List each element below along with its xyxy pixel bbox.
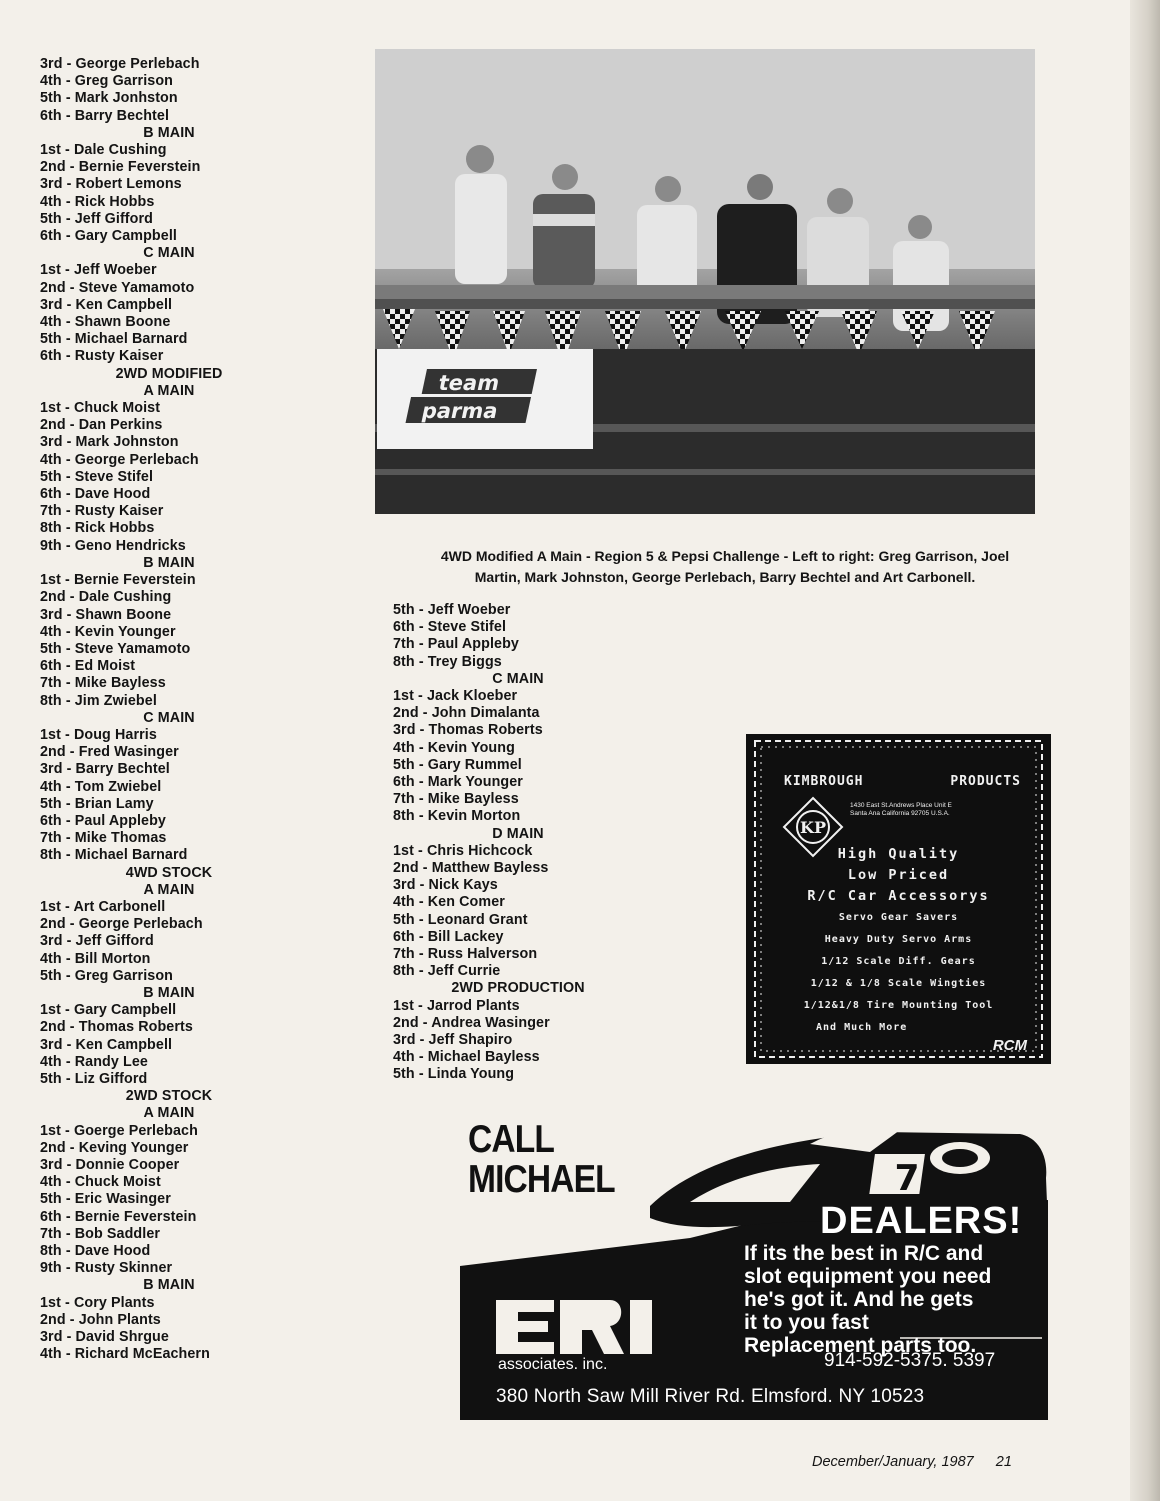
section-heading: C MAIN (143, 245, 195, 262)
dealers-headline: DEALERS! (820, 1200, 1023, 1242)
result-line: 1st - Cory Plants (40, 1294, 155, 1311)
page-edge (1130, 0, 1160, 1501)
headline-accessories: R/C Car Accessorys (807, 888, 990, 904)
headline-price: Low Priced (847, 867, 950, 883)
result-line: 3rd - Robert Lemons (40, 176, 182, 193)
result-line: 8th - Jeff Currie (393, 963, 501, 980)
result-line: 9th - Rusty Skinner (40, 1260, 173, 1277)
result-line: 3rd - Barry Bechtel (40, 761, 170, 778)
call-text: CALL (468, 1118, 554, 1161)
section-heading: B MAIN (143, 984, 195, 1001)
result-line: 2nd - Keving Younger (40, 1139, 189, 1156)
product-item: 1/12&1/8 Tire Mounting Tool (803, 1000, 994, 1011)
result-line: 9th - Geno Hendricks (40, 537, 186, 554)
result-line: 2nd - George Perlebach (40, 916, 203, 933)
kimbrough-products-ad (746, 734, 1051, 1064)
section-heading: 2WD PRODUCTION (451, 980, 585, 997)
result-line: 6th - Barry Bechtel (40, 107, 170, 124)
address-line-1: 1430 East St.Andrews Place Unit E (850, 802, 952, 809)
result-line: 6th - Bernie Feverstein (40, 1208, 197, 1225)
result-line: 6th - Mark Younger (393, 774, 523, 791)
result-line: 4th - George Perlebach (40, 451, 199, 468)
sign-text-team: team (436, 371, 502, 396)
result-line: 2nd - Dan Perkins (40, 417, 163, 434)
result-line: 5th - Liz Gifford (40, 1070, 148, 1087)
result-line: 4th - Randy Lee (40, 1053, 148, 1070)
section-heading: C MAIN (143, 709, 195, 726)
photo-caption (380, 546, 1070, 588)
result-line: 8th - Trey Biggs (393, 653, 502, 670)
body-line: it to you fast (744, 1311, 869, 1334)
result-line: 6th - Steve Stifel (393, 619, 507, 636)
result-line: 3rd - Nick Kays (393, 877, 498, 894)
result-line: 4th - Kevin Younger (40, 623, 176, 640)
result-line: 3rd - Ken Campbell (40, 1036, 173, 1053)
result-line: 4th - Ken Comer (393, 894, 505, 911)
result-line: 6th - Bill Lackey (393, 928, 504, 945)
result-line: 2nd - Matthew Bayless (393, 860, 549, 877)
result-line: 5th - Jeff Woeber (393, 602, 511, 618)
result-line: 3rd - George Perlebach (40, 56, 200, 72)
michael-text: MICHAEL (468, 1158, 615, 1201)
result-line: 7th - Russ Halverson (393, 946, 538, 963)
caption-line-2: Martin, Mark Johnston, George Perlebach, Barry Bechtel and Art Carbonell. (474, 569, 976, 585)
result-line: 4th - Tom Zwiebel (40, 778, 162, 795)
result-line: 4th - Michael Bayless (393, 1049, 540, 1066)
caption-line-1: 4WD Modified A Main - Region 5 & Pepsi Challenge - Left to right: Greg Garrison, Joel (440, 548, 1010, 564)
result-line: 7th - Mike Thomas (40, 830, 167, 847)
results-left-column (40, 56, 298, 1363)
result-line: 3rd - Thomas Roberts (393, 722, 543, 739)
result-line: 2nd - Steve Yamamoto (40, 279, 195, 296)
brand-products: PRODUCTS (950, 774, 1021, 789)
result-line: 5th - Leonard Grant (393, 911, 528, 928)
section-heading: A MAIN (143, 881, 195, 898)
section-heading: B MAIN (143, 124, 195, 141)
eri-associates-ad (460, 1118, 1048, 1420)
body-line: slot equipment you need (744, 1265, 992, 1288)
result-line: 1st - Jeff Woeber (40, 262, 157, 279)
body-line: If its the best in R/C and (744, 1242, 984, 1265)
section-heading: B MAIN (143, 554, 195, 571)
result-line: 1st - Bernie Feverstein (40, 572, 196, 589)
result-line: 8th - Dave Hood (40, 1243, 151, 1260)
result-line: 5th - Jeff Gifford (40, 210, 153, 227)
product-item: 1/12 Scale Diff. Gears (821, 956, 976, 967)
result-line: 1st - Doug Harris (40, 726, 157, 743)
address-line-2: Santa Ana California 92705 U.S.A. (850, 810, 950, 817)
result-line: 3rd - Donnie Cooper (40, 1157, 180, 1173)
section-heading: A MAIN (143, 1105, 195, 1122)
eri-address: 380 North Saw Mill River Rd. Elmsford. NY 10523 (496, 1386, 925, 1407)
result-line: 4th - Rick Hobbs (40, 193, 155, 210)
result-line: 6th - Ed Moist (40, 658, 136, 675)
result-line: 7th - Paul Appleby (393, 636, 519, 653)
result-line: 5th - Greg Garrison (40, 967, 173, 984)
result-line: 2nd - Thomas Roberts (40, 1019, 193, 1036)
product-item: And Much More (816, 1022, 908, 1033)
result-line: 3rd - Shawn Boone (40, 606, 172, 623)
results-right-column (393, 602, 643, 1084)
product-item: Heavy Duty Servo Arms (824, 934, 973, 945)
result-line: 5th - Linda Young (393, 1066, 515, 1083)
result-line: 2nd - Fred Wasinger (40, 744, 179, 761)
result-line: 6th - Gary Campbell (40, 228, 177, 245)
section-heading: 2WD MODIFIED (115, 365, 223, 382)
headline-quality: High Quality (837, 846, 960, 862)
kimbrough-product-list (766, 844, 1031, 1039)
call-michael-headline (468, 1120, 615, 1200)
result-line: 1st - Chris Hichcock (393, 842, 533, 859)
rcm-badge: RCM (992, 1037, 1027, 1054)
section-heading: C MAIN (492, 670, 544, 687)
result-line: 2nd - Dale Cushing (40, 589, 172, 606)
section-heading: 4WD STOCK (125, 864, 213, 881)
kimbrough-address (850, 802, 952, 818)
result-line: 2nd - John Dimalanta (393, 705, 540, 722)
photo-illustration (375, 49, 1035, 514)
result-line: 5th - Mark Jonhston (40, 90, 178, 107)
result-line: 7th - Mike Bayless (393, 791, 519, 808)
eri-associates-text: associates. inc. (498, 1356, 608, 1373)
section-heading: A MAIN (143, 382, 195, 399)
result-line: 7th - Rusty Kaiser (40, 503, 164, 520)
kp-logo-letters: KP (800, 818, 826, 837)
brand-kimbrough: KIMBROUGH (784, 774, 864, 789)
result-line: 4th - Bill Morton (40, 950, 151, 967)
section-heading: D MAIN (492, 825, 544, 842)
result-line: 1st - Jarrod Plants (393, 997, 520, 1014)
result-line: 8th - Rick Hobbs (40, 520, 155, 537)
result-line: 8th - Michael Barnard (40, 847, 188, 864)
page-footer (812, 1454, 1012, 1470)
result-line: 1st - Art Carbonell (40, 898, 166, 915)
result-line: 5th - Brian Lamy (40, 795, 154, 812)
result-line: 6th - Dave Hood (40, 486, 151, 503)
result-line: 1st - Gary Campbell (40, 1002, 177, 1019)
result-line: 4th - Chuck Moist (40, 1174, 161, 1191)
result-line: 3rd - Jeff Gifford (40, 933, 154, 950)
race-photo (375, 49, 1035, 514)
result-line: 2nd - Andrea Wasinger (393, 1014, 550, 1031)
section-heading: 2WD STOCK (125, 1088, 213, 1105)
section-heading: B MAIN (143, 1277, 195, 1294)
product-item: 1/12 & 1/8 Scale Wingties (810, 978, 987, 989)
result-line: 6th - Paul Appleby (40, 812, 166, 829)
sign-text-parma: parma (419, 399, 501, 424)
result-line: 3rd - David Shrgue (40, 1329, 169, 1346)
result-line: 8th - Kevin Morton (393, 808, 521, 825)
eri-ad-body (744, 1242, 1044, 1357)
result-line: 5th - Gary Rummel (393, 756, 522, 773)
body-line: he's got it. And he gets (744, 1288, 974, 1311)
result-line: 1st - Dale Cushing (40, 142, 167, 159)
result-line: 4th - Kevin Young (393, 739, 515, 756)
result-line: 2nd - Bernie Feverstein (40, 159, 201, 176)
result-line: 5th - Steve Stifel (40, 468, 154, 485)
result-line: 7th - Bob Saddler (40, 1225, 161, 1242)
result-line: 1st - Jack Kloeber (393, 688, 518, 705)
result-line: 1st - Goerge Perlebach (40, 1122, 198, 1139)
result-line: 4th - Richard McEachern (40, 1346, 210, 1363)
result-line: 5th - Michael Barnard (40, 331, 188, 348)
result-line: 3rd - Jeff Shapiro (393, 1032, 513, 1049)
result-line: 3rd - Ken Campbell (40, 296, 173, 313)
body-line: Replacement parts too. (744, 1334, 977, 1357)
result-line: 8th - Jim Zwiebel (40, 692, 157, 709)
result-line: 3rd - Mark Johnston (40, 434, 179, 451)
product-item: Servo Gear Savers (838, 912, 959, 923)
result-line: 7th - Mike Bayless (40, 675, 166, 692)
result-line: 4th - Greg Garrison (40, 73, 173, 90)
car-number: 7 (894, 1158, 920, 1199)
result-line: 5th - Eric Wasinger (40, 1191, 171, 1208)
result-line: 1st - Chuck Moist (40, 400, 161, 417)
issue-date: December/January, 1987 (812, 1454, 974, 1470)
result-line: 2nd - John Plants (40, 1311, 161, 1328)
eri-phone: 914-592-5375. 5397 (824, 1350, 996, 1371)
result-line: 4th - Shawn Boone (40, 314, 171, 331)
result-line: 6th - Rusty Kaiser (40, 348, 164, 365)
page-number: 21 (995, 1454, 1012, 1470)
result-line: 5th - Steve Yamamoto (40, 640, 191, 657)
